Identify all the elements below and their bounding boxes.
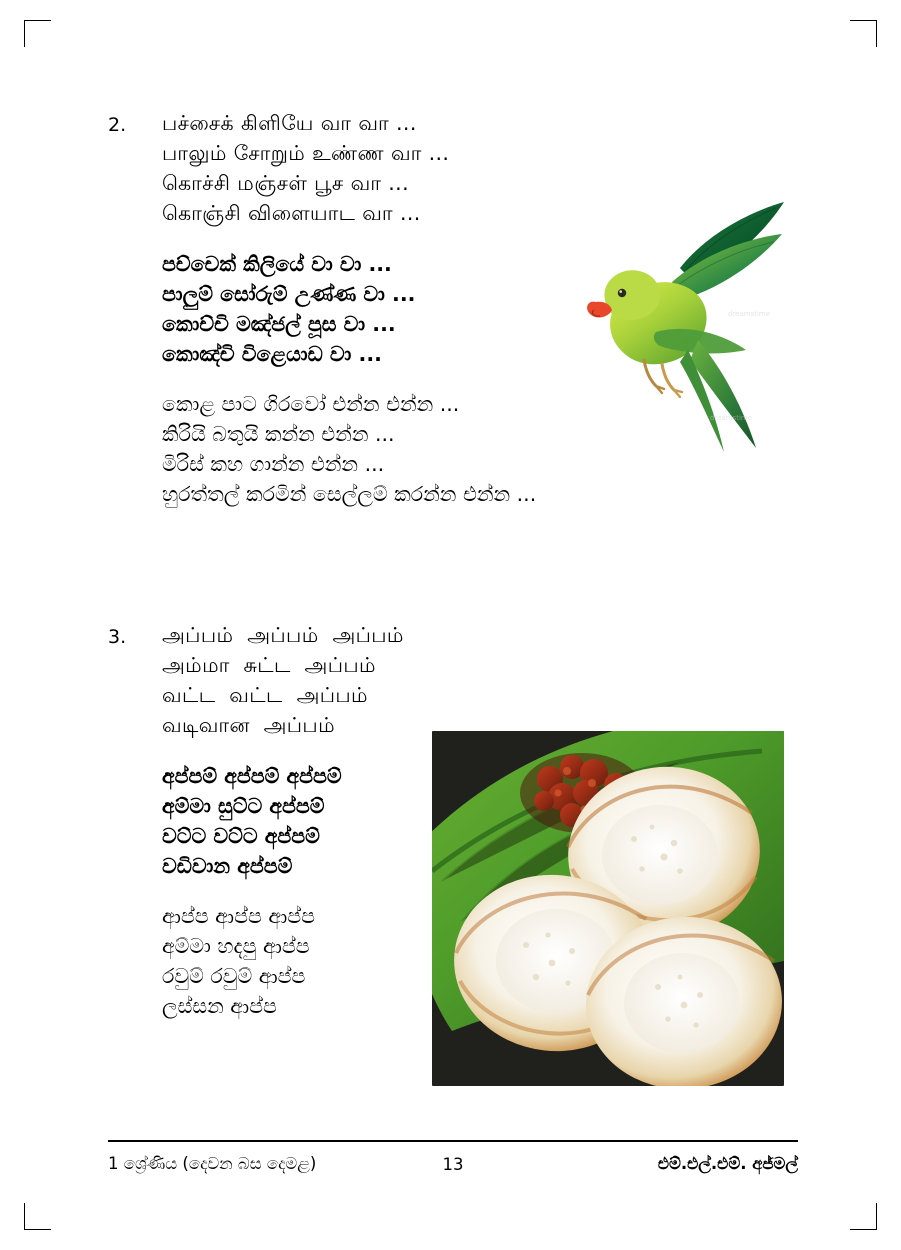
crop-mark-bottom-left bbox=[24, 1203, 51, 1230]
stanza-tamil bbox=[162, 620, 808, 741]
verse-line: අම්මා සුට්ට අප්පම් bbox=[162, 793, 325, 818]
verse-line: වට්ට වට්ට අප්පම් bbox=[162, 823, 320, 848]
footer-grade-label: 1 ශ්‍රේණිය (දෙවන බස දෙමළ) bbox=[108, 1154, 317, 1173]
verse-line: හුරත්තල් කරමින් සෙල්ලම් කරන්න එන්න ... bbox=[162, 482, 537, 507]
verse-line: කිරියි බතුයි කන්න එන්න ... bbox=[162, 422, 395, 447]
page-number: 13 bbox=[442, 1154, 464, 1174]
footer-divider bbox=[108, 1140, 798, 1142]
verse-line: வட்ட வட்ட அப்பம் bbox=[162, 683, 368, 708]
crop-mark-top-right bbox=[850, 20, 877, 47]
verse-line: பாலும் சோறும் உண்ண வா ... bbox=[162, 141, 450, 166]
verse-line: வடிவான அப்பம் bbox=[162, 713, 335, 738]
crop-mark-top-left bbox=[24, 20, 51, 47]
verse-line: கொச்சி மஞ்சள் பூச வா ... bbox=[162, 171, 409, 196]
song-number: 2. bbox=[108, 114, 127, 136]
verse-line: අප්පම් අප්පම් අප්පම් bbox=[162, 763, 342, 788]
verse-line: පච්චෙක් කිලියේ වා වා ... bbox=[162, 251, 392, 276]
footer-author: එම්.එල්.එම්. අජ්මල් bbox=[657, 1154, 798, 1173]
crop-mark-bottom-right bbox=[850, 1203, 877, 1230]
appam-photo bbox=[432, 731, 784, 1086]
svg-text:dreamstime: dreamstime bbox=[710, 414, 753, 422]
svg-text:dreamstime: dreamstime bbox=[728, 310, 771, 318]
page-footer bbox=[108, 1148, 798, 1180]
verse-line: රවුම් රවුම් ආප්ප bbox=[162, 964, 306, 989]
verse-line: ලස්සන ආප්ප bbox=[162, 994, 277, 1019]
verse-line: කොච්චි මඤ්ජල් පූස වා ... bbox=[162, 311, 396, 336]
verse-line: පාලුම් සෝරුම් උණ්ණ වා ... bbox=[162, 281, 416, 306]
song-number: 3. bbox=[108, 626, 127, 648]
parrot-illustration bbox=[560, 190, 788, 465]
verse-line: වඩිවාන අප්පම් bbox=[162, 853, 293, 878]
verse-line: කොළ පාට ගිරවෝ එන්න එන්න ... bbox=[162, 392, 460, 416]
verse-line: අම්මා හදපු ආප්ප bbox=[162, 934, 310, 959]
verse-line: ආප්ප ආප්ප ආප්ප bbox=[162, 904, 316, 928]
verse-line: கொஞ்சி விளையாட வா ... bbox=[162, 201, 421, 226]
verse-line: කොඤ්චි විළෙයාඩ වා ... bbox=[162, 341, 382, 366]
verse-line: பச்சைக் கிளியே வா வா ... bbox=[162, 111, 417, 135]
verse-line: அப்பம் அப்பம் அப்பம் bbox=[162, 623, 404, 647]
verse-line: அம்மா சுட்ட அப்பம் bbox=[162, 653, 376, 678]
verse-line: මිරිස් කහ ගාන්න එන්න ... bbox=[162, 452, 385, 477]
